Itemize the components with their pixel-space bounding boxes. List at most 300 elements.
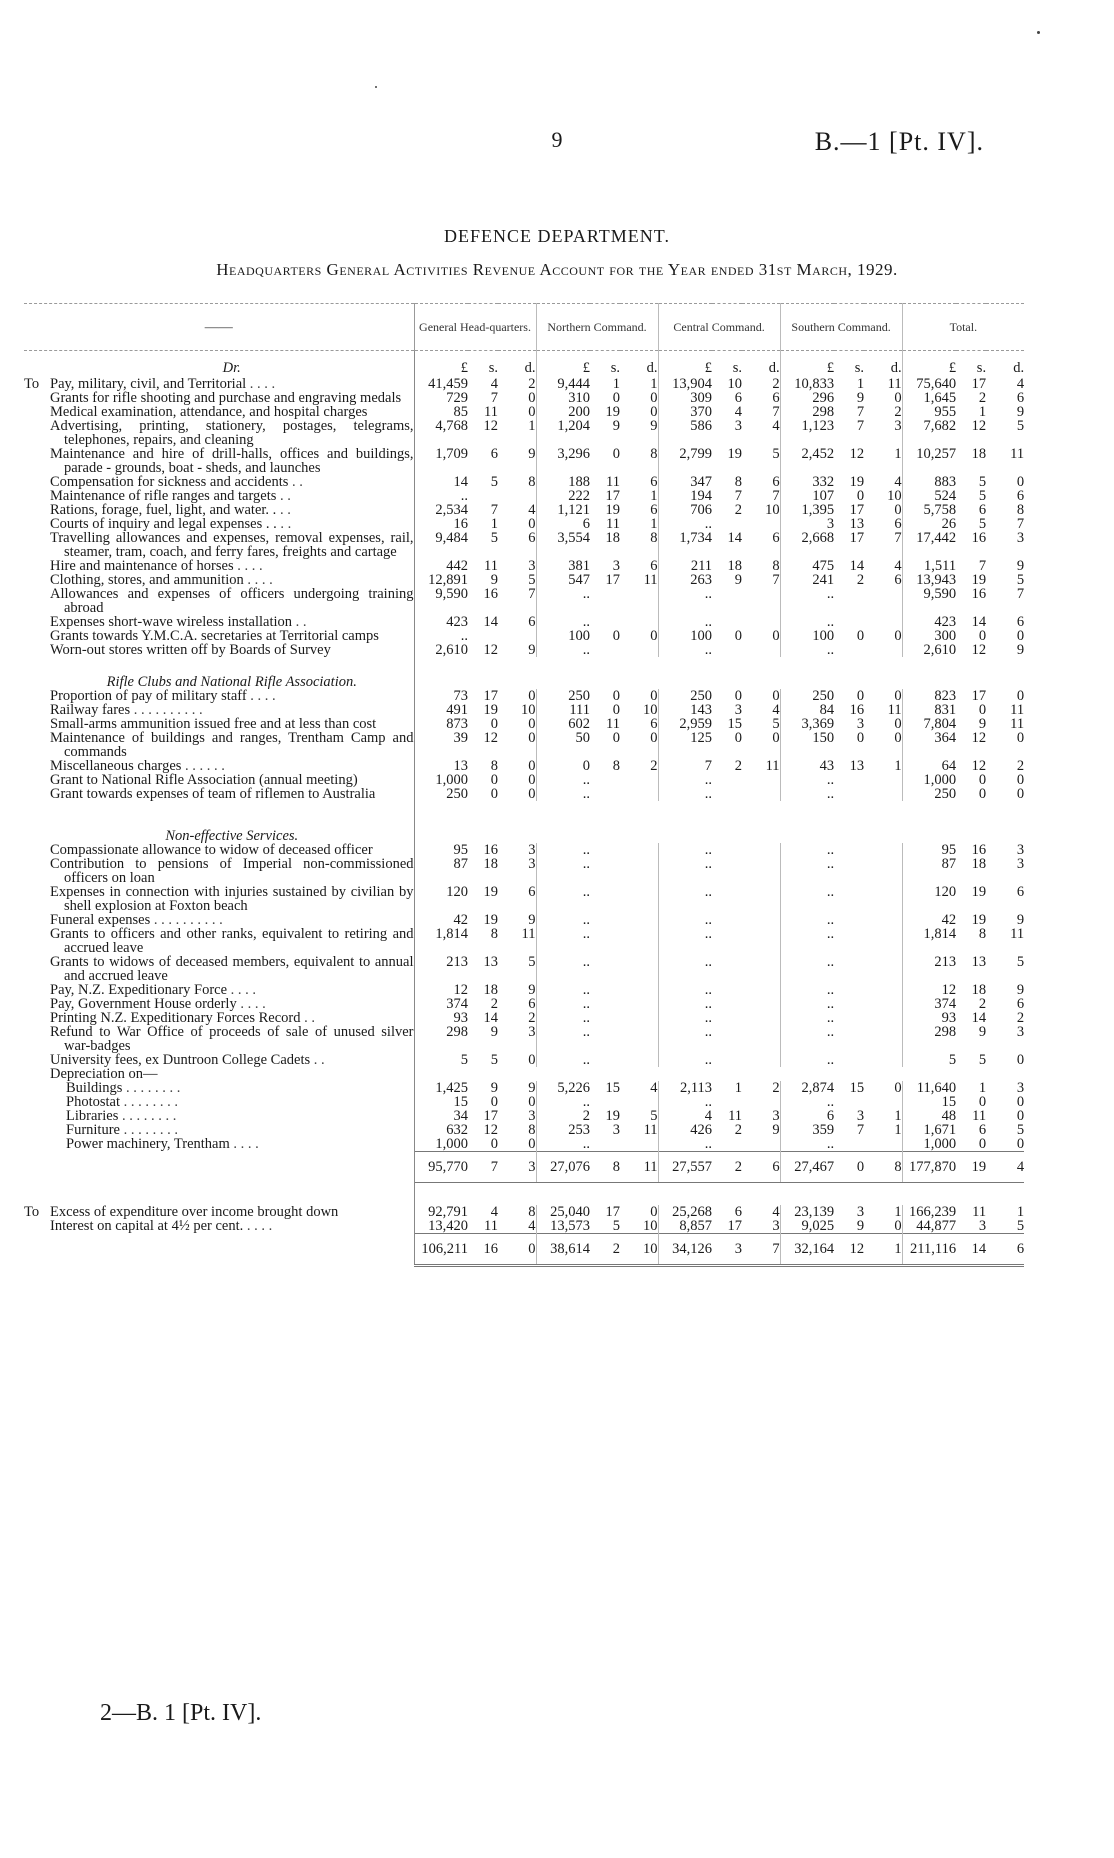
row-label: Grants for rifle shooting and purchase and engraving medals — [50, 390, 402, 406]
central-command-shillings: 11 — [728, 1108, 743, 1124]
southern-command-pence — [864, 843, 902, 857]
total-pence: 0 — [1016, 772, 1025, 788]
description-text — [50, 927, 414, 955]
general-headquarters-shillings — [468, 629, 498, 643]
northern-command-pence — [620, 913, 658, 927]
table-row — [24, 1219, 1024, 1234]
northern-command-pounds: 13,573 — [550, 1218, 591, 1234]
description-text — [50, 1067, 414, 1081]
central-command-shillings: 4 — [734, 404, 743, 420]
row-label-text: Buildings — [66, 1080, 123, 1096]
row-label-text: Proportion of pay of military staff — [50, 688, 247, 704]
general-headquarters-pence: 10 — [498, 703, 536, 717]
central-command-shillings — [712, 955, 742, 983]
general-headquarters-pence: 6 — [498, 531, 536, 559]
leader-dots: . . — [292, 614, 307, 630]
to-prefix — [24, 517, 50, 531]
description-wrap — [24, 475, 414, 489]
description-text — [50, 503, 414, 517]
central-command-pounds: 8,857 — [679, 1218, 713, 1234]
southern-command-pence: 4 — [864, 475, 902, 489]
total-pounds: 300 — [934, 628, 957, 644]
southern-command-shillings: 0 — [856, 488, 865, 504]
southern-command-pounds: .. — [826, 1094, 835, 1110]
northern-command-pence: 0 — [620, 731, 658, 759]
total-shillings: 0 — [978, 772, 987, 788]
row-label — [50, 573, 414, 587]
northern-command-pence — [620, 615, 658, 629]
southern-command-pence: 3 — [864, 419, 902, 447]
section-rifle-clubs-spacer — [414, 657, 1024, 689]
central-command-shillings: 2 — [734, 1122, 743, 1138]
row-label-text: Funeral expenses — [50, 912, 151, 928]
leader-dots: . . . . — [233, 558, 263, 574]
row-label: Grant towards expenses of team of riflemen to Australia — [50, 786, 376, 802]
total-pounds: 374 — [934, 996, 957, 1012]
northern-command-pounds: 602 — [568, 716, 591, 732]
central-command-pounds: 309 — [690, 390, 713, 406]
description-text — [50, 1109, 414, 1123]
description-wrap — [24, 377, 414, 391]
central-command-pence: 7 — [742, 1234, 780, 1266]
total-pence: 3 — [1016, 842, 1025, 858]
northern-command-pence — [620, 643, 658, 657]
southern-command-pence: 6 — [864, 517, 902, 531]
description-text — [50, 391, 414, 405]
central-command-shillings — [712, 913, 742, 927]
description-wrap — [24, 1109, 414, 1123]
general-headquarters-pence: 0 — [498, 1137, 536, 1152]
total-shillings: 5 — [978, 474, 987, 490]
central-command-pence — [742, 843, 780, 857]
general-headquarters-pence: 0 — [498, 787, 536, 801]
description-text — [50, 615, 414, 629]
southern-command-pounds: 150 — [812, 730, 835, 746]
description-wrap — [24, 1067, 414, 1081]
row-description — [24, 857, 414, 885]
total-shillings: 16 — [971, 842, 987, 858]
general-headquarters-pounds: 2,610 — [435, 642, 468, 658]
description-wrap — [24, 629, 414, 643]
section-non-effective-title: Non-effective Services. — [165, 828, 299, 844]
central-command-pence: 2 — [742, 377, 780, 391]
total-pence: 9 — [1016, 982, 1025, 998]
description-wrap — [24, 1011, 414, 1025]
general-headquarters-shillings: 9 — [490, 1024, 498, 1040]
total-shillings: 19 — [956, 1152, 986, 1183]
northern-command-shillings: 5 — [612, 1218, 621, 1234]
to-prefix — [24, 717, 50, 731]
northern-command-shillings: 3 — [612, 558, 621, 574]
general-headquarters-shillings: 17 — [483, 688, 498, 704]
to-prefix — [24, 773, 50, 787]
northern-command-shillings: 19 — [605, 404, 621, 420]
description-text — [50, 773, 414, 787]
to-prefix — [24, 391, 50, 405]
total-shillings: 12 — [971, 418, 987, 434]
depreciation-heading-row — [24, 1067, 1024, 1081]
general-headquarters-shillings: 11 — [484, 404, 498, 420]
description-text — [50, 955, 414, 983]
row-label — [66, 1095, 414, 1109]
description-wrap — [24, 955, 414, 983]
total-pence: 6 — [1016, 614, 1025, 630]
table-row — [24, 531, 1024, 559]
central-command-pence: 4 — [742, 703, 780, 717]
row-label-text: Furniture — [66, 1122, 120, 1138]
southern-command-pence — [864, 643, 902, 657]
section-rifle-clubs — [24, 657, 1024, 689]
to-prefix — [24, 787, 50, 801]
northern-command-pounds: .. — [582, 642, 591, 658]
central-command-pounds: .. — [704, 642, 713, 658]
table-row — [24, 1025, 1024, 1053]
description-wrap — [24, 1025, 414, 1053]
southern-command-pounds: 1,395 — [801, 502, 835, 518]
southern-command-pounds: 32,164 — [780, 1234, 834, 1266]
general-headquarters-pence: 2 — [498, 377, 536, 391]
table-row — [24, 1123, 1024, 1137]
northern-command-pounds: .. — [582, 772, 591, 788]
northern-command-pounds: .. — [582, 926, 591, 942]
southern-command-shillings: 12 — [849, 446, 865, 462]
northern-command-pounds: .. — [582, 996, 591, 1012]
row-description — [24, 657, 414, 689]
central-command-pence — [742, 615, 780, 629]
description-text — [50, 361, 414, 375]
southern-command-pence: 1 — [864, 1123, 902, 1137]
to-prefix — [24, 885, 50, 913]
central-command-pence: 7 — [742, 405, 780, 419]
northern-command-shillings: 9 — [612, 418, 621, 434]
general-headquarters-shillings: 17 — [483, 1108, 498, 1124]
central-command-shillings: 7 — [734, 488, 743, 504]
central-command-pence — [742, 517, 780, 531]
central-command-pounds: .. — [704, 1094, 713, 1110]
total-shillings: 5 — [978, 516, 987, 532]
general-headquarters-pence: 0 — [498, 773, 536, 787]
central-command-pence — [742, 997, 780, 1011]
table-row — [24, 927, 1024, 955]
central-command-pounds: .. — [704, 982, 713, 998]
general-headquarters-pence: 3 — [498, 1152, 536, 1183]
total-pounds: 211,116 — [902, 1234, 956, 1266]
unit-total-pounds: £ — [948, 360, 957, 376]
total-pence: 4 — [1016, 376, 1025, 392]
southern-command-shillings: 19 — [849, 474, 865, 490]
to-prefix: To — [24, 376, 40, 392]
northern-command-pounds: .. — [582, 856, 591, 872]
unit-total-pence: d. — [1013, 360, 1025, 376]
central-command-pence: 3 — [742, 1109, 780, 1123]
column-header-southern-command: Southern Command. — [780, 304, 902, 351]
northern-command-pence: 5 — [620, 1109, 658, 1123]
row-label — [66, 1109, 414, 1123]
total-shillings: 11 — [972, 1204, 987, 1220]
leader-dots: . . . . — [229, 1136, 259, 1152]
northern-command-pounds: .. — [582, 1024, 591, 1040]
central-command-pounds: 2,959 — [679, 716, 713, 732]
total-pence: 3 — [1016, 530, 1025, 546]
unit-northern-command-shillings: s. — [610, 360, 621, 376]
total-pence: 4 — [986, 1152, 1024, 1183]
section-non-effective — [24, 801, 1024, 843]
total-shillings: 19 — [971, 572, 987, 588]
column-header-total: Total. — [902, 304, 1024, 351]
central-command-pence: 0 — [742, 731, 780, 759]
document-reference: B.—1 [Pt. IV]. — [814, 127, 984, 156]
general-headquarters-pence: 0 — [498, 759, 536, 773]
northern-command-shillings: 0 — [612, 628, 621, 644]
northern-command-pounds: 250 — [568, 688, 591, 704]
total-pounds: 93 — [941, 1010, 957, 1026]
to-prefix — [24, 1067, 50, 1081]
general-headquarters-pounds: 85 — [453, 404, 468, 420]
leader-dots: . . — [288, 474, 303, 490]
northern-command-pence — [620, 1053, 658, 1067]
total-shillings: 11 — [972, 1108, 987, 1124]
total-shillings: 16 — [971, 586, 987, 602]
leader-dots: . . — [276, 502, 291, 518]
description-wrap — [24, 885, 414, 913]
general-headquarters-shillings: 7 — [468, 1152, 498, 1183]
northern-command-pounds: 188 — [568, 474, 591, 490]
description-wrap — [24, 1205, 414, 1219]
central-command-pence — [742, 1011, 780, 1025]
row-label-text: Courts of inquiry and legal expenses . . — [50, 516, 277, 532]
southern-command-pounds: 2,452 — [801, 446, 835, 462]
row-label — [50, 1053, 414, 1067]
central-command-shillings — [712, 983, 742, 997]
total-pence: 0 — [1016, 474, 1025, 490]
northern-command-shillings: 0 — [612, 446, 621, 462]
southern-command-pence — [864, 615, 902, 629]
southern-command-pounds: .. — [826, 912, 835, 928]
leader-dots: . . — [276, 488, 291, 504]
central-command-pence: 10 — [742, 503, 780, 517]
row-label: Grants to officers and other ranks, equivalent to retiring and accrued leave — [50, 926, 414, 956]
total-shillings: 5 — [978, 488, 987, 504]
central-command-pence: 9 — [742, 1123, 780, 1137]
to-prefix — [24, 1137, 50, 1151]
general-headquarters-pence: 9 — [498, 983, 536, 997]
general-headquarters-pence: 1 — [498, 419, 536, 447]
northern-command-pence: 6 — [620, 503, 658, 517]
total-shillings: 9 — [978, 1024, 987, 1040]
table-row — [24, 1205, 1024, 1219]
description-wrap — [24, 689, 414, 703]
row-description — [24, 787, 414, 801]
general-headquarters-pence: 5 — [498, 955, 536, 983]
total-pence: 3 — [1016, 856, 1025, 872]
central-command-pence — [742, 1053, 780, 1067]
general-headquarters-pounds: 9,484 — [435, 530, 468, 546]
southern-command-shillings: 12 — [834, 1234, 864, 1266]
northern-command-shillings: 11 — [606, 474, 621, 490]
central-command-pounds: 347 — [690, 474, 713, 490]
total-pounds: 1,645 — [923, 390, 957, 406]
row-description — [24, 419, 414, 447]
southern-command-shillings — [834, 997, 864, 1011]
central-command-pence: 11 — [742, 759, 780, 773]
row-label — [66, 1081, 414, 1095]
row-label — [50, 983, 414, 997]
row-label: Travelling allowances and expenses, removal expenses, rail, steamer, tram, coach, and ferry fares, freights and cartage — [50, 530, 414, 560]
total-pounds: 831 — [934, 702, 957, 718]
southern-command-shillings — [834, 885, 864, 913]
southern-command-pence: 11 — [864, 377, 902, 391]
total-shillings: 12 — [971, 758, 987, 774]
southern-command-shillings — [834, 587, 864, 615]
northern-command-shillings: 17 — [605, 488, 621, 504]
row-label — [66, 1137, 414, 1151]
description-wrap — [24, 573, 414, 587]
northern-command-pounds: 310 — [568, 390, 591, 406]
northern-command-pounds: .. — [582, 954, 591, 970]
description-text — [50, 731, 414, 759]
leader-dots: . . . . — [246, 688, 276, 704]
central-command-shillings — [712, 787, 742, 801]
southern-command-shillings — [834, 913, 864, 927]
description-text — [50, 997, 414, 1011]
southern-command-pounds: .. — [826, 926, 835, 942]
southern-command-pounds: 250 — [812, 688, 835, 704]
to-prefix — [24, 447, 50, 475]
northern-command-pounds: .. — [582, 614, 591, 630]
total-shillings: 18 — [971, 982, 987, 998]
southern-command-pence — [864, 997, 902, 1011]
unit-central-command-pounds: £ — [704, 360, 713, 376]
southern-command-shillings: 16 — [849, 702, 865, 718]
southern-command-shillings: 7 — [856, 418, 865, 434]
general-headquarters-pounds: .. — [460, 628, 468, 644]
description-text — [50, 1095, 414, 1109]
southern-command-pounds: 1,123 — [801, 418, 835, 434]
central-command-shillings: 0 — [734, 628, 743, 644]
total-pence: 9 — [1016, 404, 1025, 420]
description-wrap — [24, 759, 414, 773]
central-command-shillings: 8 — [734, 474, 743, 490]
northern-command-pence: 10 — [620, 703, 658, 717]
general-headquarters-pounds: 16 — [453, 516, 468, 532]
general-headquarters-shillings: 9 — [490, 1080, 498, 1096]
central-command-pence — [742, 773, 780, 787]
general-headquarters-pence: 0 — [498, 1053, 536, 1067]
row-label — [50, 1219, 414, 1233]
general-headquarters-shillings: 5 — [490, 474, 498, 490]
leader-dots: . . . . . . — [181, 758, 225, 774]
central-command-pounds: 194 — [690, 488, 713, 504]
row-label-text: Rations, forage, fuel, light, and water. . — [50, 502, 277, 518]
northern-command-pence: 11 — [620, 1152, 658, 1183]
general-headquarters-shillings: 19 — [483, 912, 498, 928]
column-header-general-headquarters: General Head-quarters. — [414, 304, 536, 351]
total-shillings: 19 — [971, 912, 987, 928]
row-description — [24, 1081, 414, 1095]
central-command-pence: 6 — [742, 1152, 780, 1183]
row-description — [24, 377, 414, 391]
central-command-pounds: 2,799 — [679, 446, 713, 462]
table-row — [24, 1081, 1024, 1095]
northern-command-shillings — [590, 955, 620, 983]
description-wrap — [24, 913, 414, 927]
southern-command-shillings — [834, 857, 864, 885]
general-headquarters-shillings: 19 — [483, 884, 498, 900]
total-shillings: 0 — [978, 628, 987, 644]
row-label: Medical examination, attendance, and hospital charges — [50, 404, 368, 420]
to-prefix — [24, 489, 50, 503]
central-command-pounds: .. — [704, 954, 713, 970]
general-headquarters-pounds: 4,768 — [435, 418, 468, 434]
general-headquarters-pounds: 73 — [453, 688, 468, 704]
leader-dots: . . . . . . . . — [118, 1108, 177, 1124]
southern-command-shillings: 1 — [856, 376, 865, 392]
southern-command-pounds: .. — [826, 1052, 835, 1068]
central-command-shillings — [712, 927, 742, 955]
total-pence: 6 — [1016, 884, 1025, 900]
total-shillings: 2 — [978, 996, 987, 1012]
northern-command-pence: 9 — [620, 419, 658, 447]
northern-command-pence — [620, 1137, 658, 1152]
southern-command-shillings: 14 — [849, 558, 865, 574]
to-prefix — [24, 1219, 50, 1233]
total-pence: 0 — [1016, 1108, 1025, 1124]
northern-command-pounds: .. — [582, 1052, 591, 1068]
total-pounds: 13,943 — [916, 572, 957, 588]
general-headquarters-shillings: 12 — [483, 1122, 498, 1138]
description-wrap — [24, 419, 414, 447]
unit-general-headquarters-pounds: £ — [460, 360, 468, 376]
table-row — [24, 955, 1024, 983]
row-label-text: Railway fares — [50, 702, 131, 718]
general-headquarters-shillings: 0 — [490, 786, 498, 802]
northern-command-pence: 1 — [620, 377, 658, 391]
description-wrap — [24, 773, 414, 787]
southern-command-pounds: 2,668 — [801, 530, 835, 546]
description-wrap — [24, 361, 414, 375]
to-prefix — [24, 1109, 50, 1123]
total-pounds: 1,000 — [923, 772, 957, 788]
total-shillings: 0 — [978, 786, 987, 802]
southern-command-shillings: 3 — [856, 1204, 865, 1220]
northern-command-pence — [620, 587, 658, 615]
table-row — [24, 447, 1024, 475]
row-label-text: Hire and maintenance of horses — [50, 558, 234, 574]
row-description — [24, 489, 414, 503]
table-row — [24, 629, 1024, 643]
northern-command-shillings: 0 — [612, 688, 621, 704]
unit-northern-command-pounds: £ — [582, 360, 591, 376]
southern-command-shillings — [834, 1137, 864, 1152]
northern-command-pence: 0 — [620, 391, 658, 405]
general-headquarters-pence: 3 — [498, 1025, 536, 1053]
general-headquarters-pounds: 42 — [453, 912, 468, 928]
central-command-pounds: 211 — [690, 558, 713, 574]
description-text — [50, 447, 414, 475]
central-command-pounds: 4 — [704, 1108, 713, 1124]
row-description — [24, 717, 414, 731]
description-wrap — [24, 531, 414, 559]
leader-dots: . . . . — [236, 996, 266, 1012]
table-row — [24, 559, 1024, 573]
total-shillings: 13 — [971, 954, 987, 970]
northern-command-pounds: 6 — [582, 516, 591, 532]
row-description — [24, 801, 414, 843]
central-command-pence: 8 — [742, 559, 780, 573]
total-pence: 0 — [1016, 786, 1025, 802]
total-shillings: 6 — [978, 502, 987, 518]
southern-command-pounds: 10,833 — [794, 376, 835, 392]
